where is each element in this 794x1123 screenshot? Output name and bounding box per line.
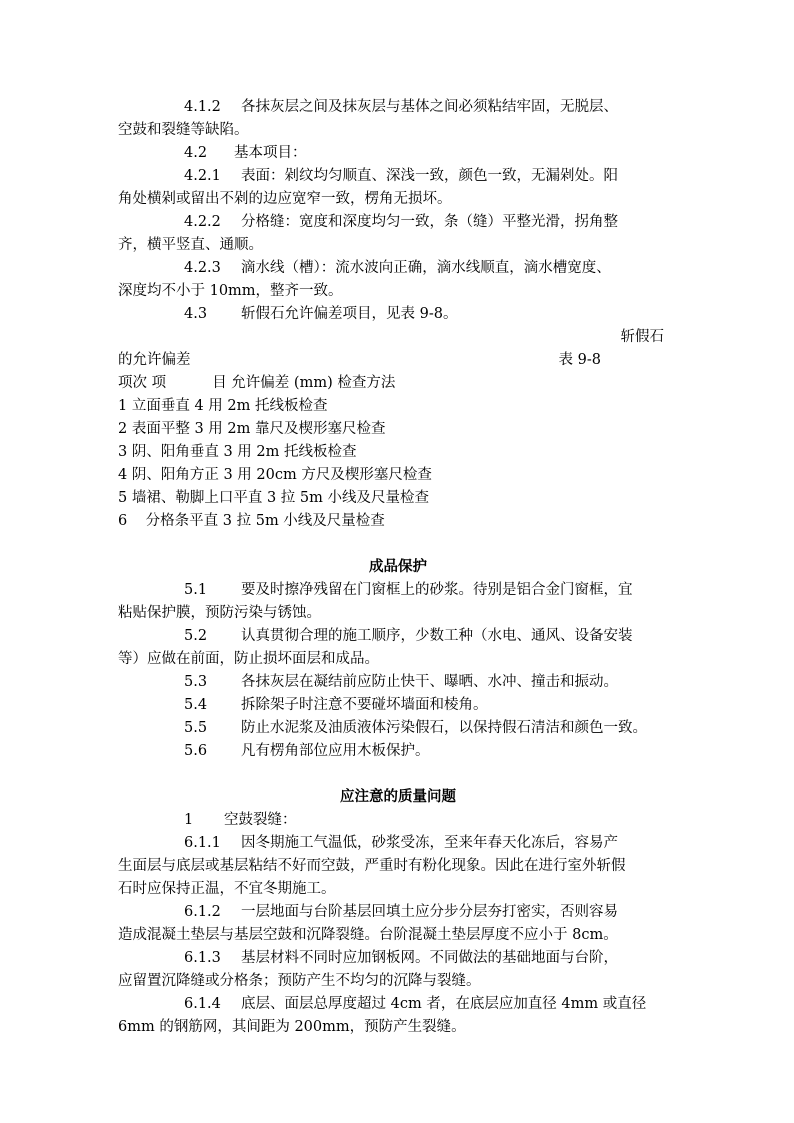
- table-row: 6 分格条平直 3 拉 5m 小线及尺量检查: [118, 513, 385, 529]
- table-row: 3 阴、阳角垂直 3 用 2m 托线板检查: [118, 444, 357, 460]
- spacer: [118, 763, 678, 786]
- clause-text: 滴水线（槽）：流水波向正确，滴水线顺直，滴水槽宽度、: [241, 260, 611, 276]
- paragraph-4-1-2-cont: 空鼓和裂缝等缺陷。: [118, 122, 249, 138]
- clause-number: 6.1.1: [184, 835, 221, 851]
- paragraph-4-2-3-cont: 深度均不小于 10mm，整齐一致。: [118, 283, 343, 299]
- paragraph-4-2-1: [118, 165, 678, 188]
- clause-number: 4.2: [184, 145, 208, 161]
- clause-text: 防止水泥浆及油质液体污染假石，以保持假石清洁和颜色一致。: [241, 720, 647, 736]
- clause-number: 5.5: [184, 720, 208, 736]
- clause-text: 要及时擦净残留在门窗框上的砂浆。待别是铝合金门窗框，宜: [241, 582, 633, 598]
- clause-text: 空鼓裂缝：: [224, 812, 297, 828]
- paragraph-4-2-1-cont: 角处横剁或留出不剁的边应宽窄一致，楞角无损坏。: [118, 191, 452, 207]
- table-caption-title: 斩假石: [620, 329, 664, 345]
- paragraph-6-1-3-cont: 应留置沉降缝或分格条；预防产生不均匀的沉降与裂缝。: [118, 973, 481, 989]
- table-header: 项次 项 目 允许偏差 (mm) 检查方法: [118, 375, 396, 391]
- clause-number: 4.2.2: [184, 214, 221, 230]
- clause-text: 底层、面层总厚度超过 4cm 者，在底层应加直径 4mm 或直径: [241, 996, 647, 1012]
- clause-number: 5.6: [184, 743, 208, 759]
- section-heading-quality-issues: 应注意的质量问题: [340, 789, 456, 805]
- paragraph-4-3: [118, 303, 678, 326]
- paragraph-6-1-1-cont: 石时应保持正温，不宜冬期施工。: [118, 881, 336, 897]
- clause-number: 1: [184, 812, 194, 828]
- section-heading-protection: 成品保护: [369, 559, 427, 575]
- clause-number: 5.2: [184, 628, 208, 644]
- clause-number: 5.1: [184, 582, 208, 598]
- paragraph-6-1-4-cont: 6mm 的钢筋网，其间距为 200mm，预防产生裂缝。: [118, 1019, 466, 1035]
- paragraph-5-3: [118, 671, 678, 694]
- paragraph-5-1-cont: 粘贴保护膜，预防污染与锈蚀。: [118, 605, 321, 621]
- clause-text: 基层材料不同时应加钢板网。不同做法的基础地面与台阶，: [241, 950, 618, 966]
- clause-number: 5.4: [184, 697, 208, 713]
- paragraph-6-1-3: [118, 947, 678, 970]
- table-row: 4 阴、阳角方正 3 用 20cm 方尺及楔形塞尺检查: [118, 467, 432, 483]
- table-row: 5 墙裙、勒脚上口平直 3 拉 5m 小线及尺量检查: [118, 490, 429, 506]
- table-number: 表 9-8: [558, 352, 601, 368]
- clause-number: 4.1.2: [184, 99, 221, 115]
- table-row: 2 表面平整 3 用 2m 靠尺及楔形塞尺检查: [118, 421, 386, 437]
- clause-text: 基本项目：: [234, 145, 307, 161]
- paragraph-4-2-3: [118, 257, 678, 280]
- paragraph-6-1-1: [118, 832, 678, 855]
- paragraph-5-1: [118, 579, 678, 602]
- table-caption-left: 的允许偏差: [118, 352, 191, 368]
- paragraph-6-1-1-cont: 生面层与底层或基层粘结不好而空鼓，严重时有粉化现象。因此在进行室外斩假: [118, 858, 626, 874]
- paragraph-4-2: [118, 142, 678, 165]
- clause-text: 拆除架子时注意不要碰坏墙面和棱角。: [241, 697, 488, 713]
- paragraph-6-1-2-cont: 造成混凝土垫层与基层空鼓和沉降裂缝。台阶混凝土垫层厚度不应小于 8cm。: [118, 927, 618, 943]
- paragraph-6-1-4: [118, 993, 678, 1016]
- paragraph-1: [118, 809, 678, 832]
- clause-number: 6.1.4: [184, 996, 221, 1012]
- clause-number: 6.1.2: [184, 904, 221, 920]
- clause-text: 凡有楞角部位应用木板保护。: [241, 743, 430, 759]
- clause-number: 5.3: [184, 674, 208, 690]
- clause-text: 各抹灰层在凝结前应防止快干、曝晒、水冲、撞击和振动。: [241, 674, 618, 690]
- paragraph-4-2-2-cont: 齐，横平竖直、通顺。: [118, 237, 263, 253]
- paragraph-5-5: [118, 717, 678, 740]
- paragraph-5-4: [118, 694, 678, 717]
- paragraph-5-2-cont: 等）应做在前面，防止损坏面层和成品。: [118, 651, 379, 667]
- clause-text: 一层地面与台阶基层回填土应分步分层夯打密实，否则容易: [241, 904, 618, 920]
- clause-text: 认真贯彻合理的施工顺序，少数工种（水电、通风、设备安装: [241, 628, 633, 644]
- clause-text: 表面：剁纹均匀顺直、深浅一致，颜色一致，无漏剁处。阳: [241, 168, 618, 184]
- spacer: [118, 533, 678, 556]
- paragraph-5-6: [118, 740, 678, 763]
- clause-text: 因冬期施工气温低，砂浆受冻，至来年春天化冻后，容易产: [241, 835, 618, 851]
- document-page: [118, 96, 678, 1039]
- table-caption: [118, 349, 678, 372]
- paragraph-4-2-2: [118, 211, 678, 234]
- table-row: 1 立面垂直 4 用 2m 托线板检查: [118, 398, 328, 414]
- paragraph-5-2: [118, 625, 678, 648]
- clause-text: 各抹灰层之间及抹灰层与基体之间必须粘结牢固，无脱层、: [241, 99, 618, 115]
- clause-text: 分格缝：宽度和深度均匀一致，条（缝）平整光滑，拐角整: [241, 214, 618, 230]
- clause-text: 斩假石允许偏差项目，见表 9-8。: [241, 306, 458, 322]
- clause-number: 6.1.3: [184, 950, 221, 966]
- paragraph-6-1-2: [118, 901, 678, 924]
- clause-number: 4.3: [184, 306, 208, 322]
- clause-number: 4.2.3: [184, 260, 221, 276]
- clause-number: 4.2.1: [184, 168, 221, 184]
- paragraph-4-1-2: [118, 96, 678, 119]
